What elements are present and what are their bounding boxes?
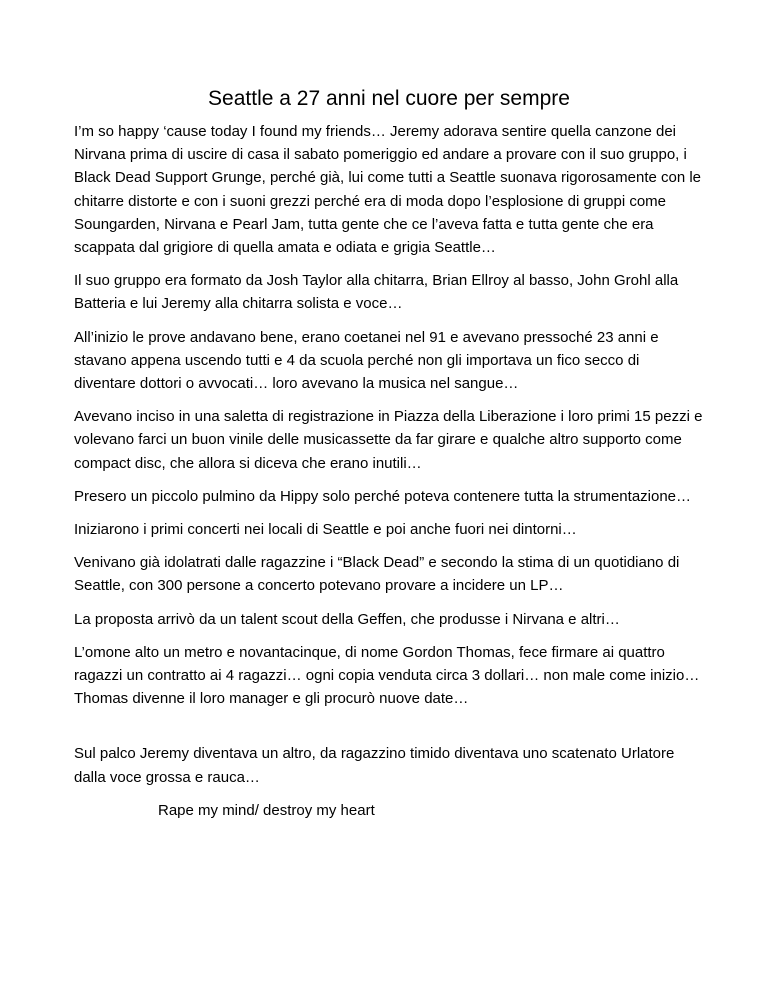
paragraph-stage: Sul palco Jeremy diventava un altro, da ragazzino timido diventava uno scatenato Urlatore dalla voce grossa e rauca… (74, 745, 675, 786)
paragraph-fans: Venivano già idolatrati dalle ragazzine i “Black Dead” e secondo la stima di un quotidiano di Seattle, con 300 persone a concerto potevano provare a incidere un LP… (74, 554, 680, 595)
blank-line (74, 720, 704, 742)
paragraph-contract: L’omone alto un metro e novantacinque, di nome Gordon Thomas, fece firmare ai quattro ragazzi un contratto ai 4 ragazzi… ogni copia venduta circa 3 dollari… non male come inizio… Thomas divenne il loro manager e gli procurò nuove date… (74, 643, 700, 708)
paragraph-recording: Avevano inciso in una saletta di registrazione in Piazza della Liberazione i loro primi 15 pezzi e volevano farci un buon vinile delle musicassette da far girare e qualche altro supporto come compact disc, che allora si diceva che erano inutili… (74, 408, 703, 472)
paragraph-van: Presero un piccolo pulmino da Hippy solo perché poteva contenere tutta la strumentazione… (74, 487, 692, 505)
paragraph-intro: I’m so happy ‘cause today I found my friends… Jeremy adorava sentire quella canzone dei Nirvana prima di uscire di casa il sabato pomeriggio ed andare a provare con il suo gruppo, i Black Dead Support Grunge, perché già, lui come tutti a Seattle suonava rigorosamente con le chitarre distorte e con i suoni grezzi perché era di moda dopo l’esplosione di gruppi come Soungarden, Nirvana e Pearl Jam, tutta gente che ce l’aveva fatta e tutta gente che era scappata dal grigiore di quella amata e odiata e grigia Seattle… (74, 123, 702, 257)
paragraph-rehearsals: All’inizio le prove andavano bene, erano coetanei nel 91 e avevano pressoché 23 anni e stavano appena uscendo tutti e 4 da scuola perché non gli importava un fico secco di diventare dottori o avvocati… loro avevano la musica nel sangue… (74, 328, 659, 393)
paragraph-concerts: Iniziarono i primi concerti nei locali di Seattle e poi anche fuori nei dintorni… (74, 521, 577, 539)
lyric-verse: Rape my mind/ destroy my heart (158, 801, 375, 819)
document-page (74, 84, 704, 822)
paragraph-band-members: Il suo gruppo era formato da Josh Taylor alla chitarra, Brian Ellroy al basso, John Grohl alla Batteria e lui Jeremy alla chitarra solista e voce… (74, 272, 679, 313)
document-title: Seattle a 27 anni nel cuore per sempre (208, 87, 570, 110)
paragraph-geffen: La proposta arrivò da un talent scout della Geffen, che produsse i Nirvana e altri… (74, 610, 620, 628)
